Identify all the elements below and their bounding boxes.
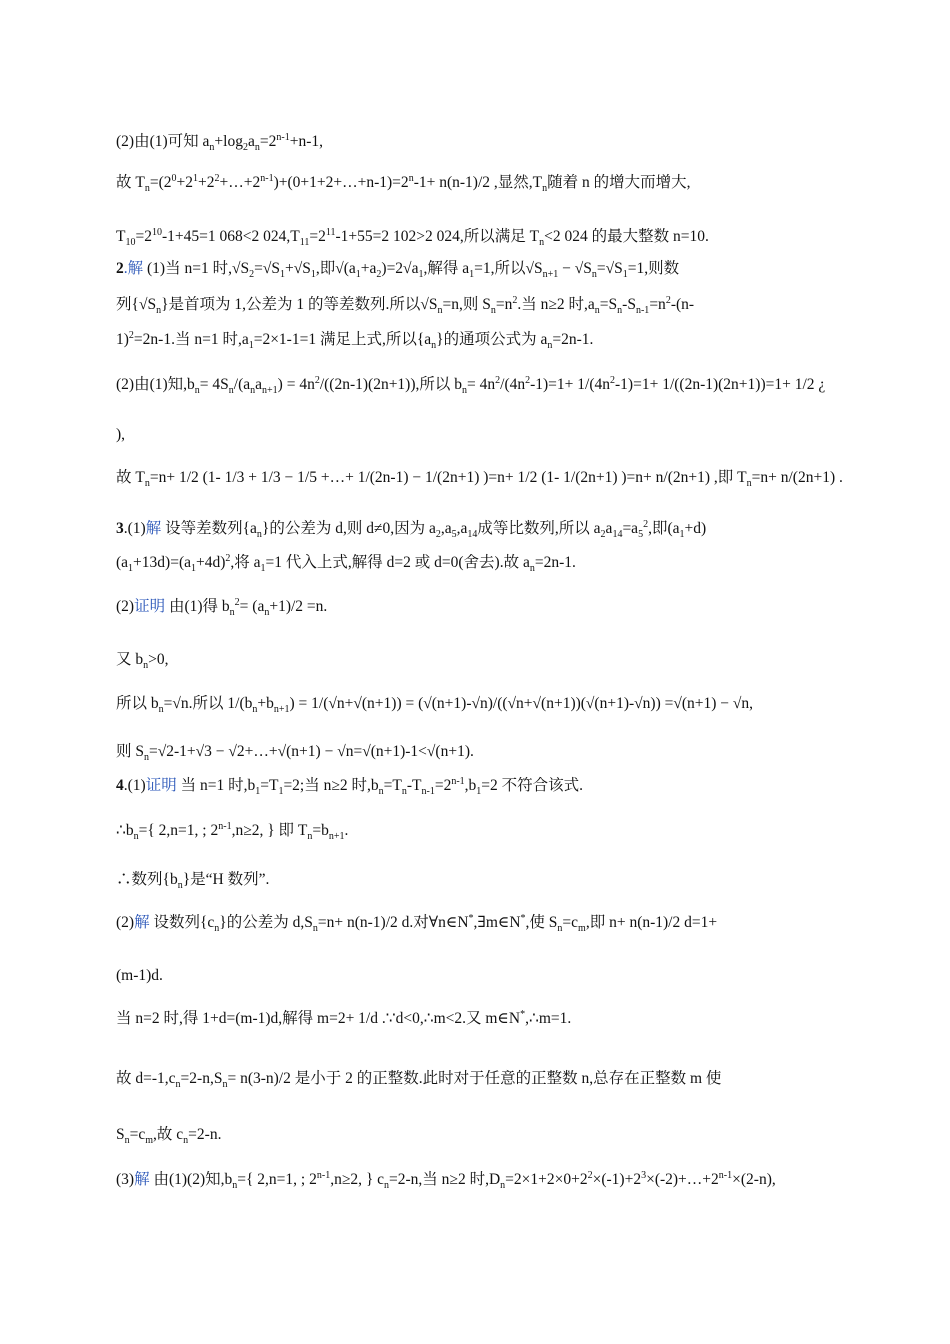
- subscript: 1: [190, 563, 196, 575]
- text-run: ,即(a: [648, 520, 680, 537]
- subscript: n: [133, 831, 139, 843]
- text-run: ,故 c: [153, 1126, 184, 1143]
- subscript: n: [307, 831, 313, 843]
- text-run: a: [247, 133, 255, 150]
- text-run: =2 不符合该式.: [481, 777, 584, 794]
- text-run: ,∃m∈N: [473, 914, 521, 931]
- subscript: n: [431, 340, 437, 352]
- subscript: 1: [469, 269, 475, 281]
- subscript: 1: [279, 269, 285, 281]
- text-run: =2n-1.: [552, 331, 594, 348]
- text-line: [116, 131, 830, 153]
- subscript: 2: [242, 142, 248, 154]
- text-run: ={ 2,n=1, ; 2: [237, 1171, 317, 1188]
- text-run: +13d)=(a: [133, 554, 191, 571]
- subscript: 2: [249, 269, 255, 281]
- text-run: }的公差为 d,则 d≠0,因为 a: [261, 520, 436, 537]
- text-run: = (a: [239, 598, 265, 615]
- subscript: n: [229, 607, 235, 619]
- text-run: 设数列{c: [149, 914, 215, 931]
- text-run: =2-n,当 n≥2 时,D: [389, 1171, 501, 1188]
- subscript: n: [144, 183, 150, 195]
- subscript: n: [143, 660, 149, 672]
- text-run: =√S: [254, 260, 280, 277]
- text-run: (m-1)d.: [116, 967, 163, 984]
- text-run: =2n-1.: [534, 554, 576, 571]
- subscript: n: [542, 183, 548, 195]
- subscript: n: [175, 1079, 181, 1091]
- subscript: n: [183, 1135, 189, 1147]
- subscript: n: [124, 1135, 130, 1147]
- text-run: ,即√(a: [315, 260, 356, 277]
- superscript: n-1: [276, 131, 290, 143]
- superscript: 10: [151, 226, 162, 238]
- text-run: }的公差为 d,S: [219, 914, 313, 931]
- text-run: .(1): [123, 520, 146, 537]
- text-run: 故 T: [116, 174, 145, 191]
- text-run: 1): [116, 331, 129, 348]
- subscript: 14: [467, 529, 478, 541]
- superscript: 2: [665, 294, 671, 306]
- superscript: *: [468, 912, 474, 924]
- text-run: =2-n,S: [180, 1070, 223, 1087]
- text-run: ,a: [440, 520, 452, 537]
- text-run: =n,则 S: [442, 296, 491, 313]
- text-run: 故 d=-1,c: [116, 1070, 176, 1087]
- text-run: =1 代入上式,解得 d=2 或 d=0(舍去).故 a: [265, 554, 530, 571]
- text-run: =(2: [149, 174, 172, 191]
- text-run: =b: [312, 822, 329, 839]
- text-run: =c: [562, 914, 579, 931]
- text-run: 当 n=1 时,b: [176, 777, 256, 794]
- text-run: = 4S: [199, 376, 229, 393]
- text-line: [116, 775, 830, 797]
- text-run: ,b: [464, 777, 477, 794]
- label-keyword: 解: [145, 520, 162, 537]
- subscript: n: [437, 305, 443, 317]
- subscript: n: [746, 478, 752, 490]
- superscript: 2: [234, 596, 240, 608]
- text-run: }的通项公式为 a: [436, 331, 548, 348]
- superscript: n: [408, 172, 414, 184]
- text-run: -T: [406, 777, 422, 794]
- text-run: (3): [116, 1171, 135, 1188]
- text-run: =n+ n/(2n+1) .: [751, 469, 843, 486]
- text-run: =n+ n(n-1)/2 d.对∀n∈N: [317, 914, 469, 931]
- text-run: =T: [260, 777, 279, 794]
- text-run: =a: [622, 520, 639, 537]
- text-line: [116, 424, 830, 446]
- subscript: 2: [376, 269, 382, 281]
- subscript: 1: [476, 786, 482, 798]
- subscript: n: [214, 923, 220, 935]
- text-run: =2×1-1=1 满足上式,所以{a: [253, 331, 432, 348]
- superscript: 2: [525, 374, 531, 386]
- label-keyword: 解: [134, 1171, 150, 1188]
- subscript: n: [557, 923, 563, 935]
- superscript: n-1: [316, 1169, 331, 1181]
- text-run: 由(1)(2)知,b: [149, 1171, 233, 1188]
- subscript: n: [547, 340, 553, 352]
- text-run: )=2√a: [381, 260, 419, 277]
- subscript: n: [222, 1079, 228, 1091]
- text-run: (1)当 n=1 时,√S: [143, 260, 250, 277]
- subscript: m: [578, 923, 586, 935]
- text-run: +2: [198, 174, 215, 191]
- text-run: +2: [176, 174, 193, 191]
- text-run: }是首项为 1,公差为 1 的等差数列.所以√S: [161, 296, 438, 313]
- text-line: [116, 1068, 830, 1090]
- text-run: 故 T: [116, 469, 145, 486]
- text-run: (a: [116, 554, 129, 571]
- subscript: n: [617, 305, 623, 317]
- text-run: .: [344, 822, 349, 839]
- text-run: ∴b: [116, 822, 134, 839]
- text-line: [116, 649, 830, 671]
- text-run: ,a: [456, 520, 468, 537]
- text-line: [116, 518, 830, 540]
- subscript: 1: [622, 269, 628, 281]
- subscript: n: [594, 305, 600, 317]
- text-line: [116, 596, 830, 618]
- text-run: )+(0+1+2+…+n-1)=2: [273, 174, 409, 191]
- text-run: .(1): [123, 777, 146, 794]
- text-run: =√n.所以 1/(b: [163, 695, 253, 712]
- subscript: n: [228, 385, 234, 397]
- text-run: =2×1+2×0+2: [505, 1171, 588, 1188]
- text-run: ,将 a: [230, 554, 261, 571]
- subscript: n: [401, 786, 407, 798]
- text-run: -S: [622, 296, 636, 313]
- text-run: ,∴m=1.: [525, 1010, 572, 1027]
- text-run: ,使 S: [525, 914, 558, 931]
- text-run: 3: [116, 520, 124, 537]
- text-run: =2;当 n≥2 时,b: [283, 777, 379, 794]
- text-line: [116, 467, 843, 490]
- subscript: n: [462, 385, 468, 397]
- text-run: +√S: [284, 260, 311, 277]
- text-run: ,n≥2, } 即 T: [231, 822, 308, 839]
- subscript: n: [490, 305, 496, 317]
- subscript: n: [252, 704, 258, 716]
- text-run: S: [116, 1126, 125, 1143]
- label-keyword: 证明: [145, 777, 177, 794]
- text-run: =2: [434, 777, 452, 794]
- text-run: (2): [116, 598, 135, 615]
- text-run: 4: [116, 777, 124, 794]
- superscript: 11: [325, 226, 336, 238]
- text-line: [116, 1008, 830, 1030]
- text-run: <2 024 的最大整数 n=10.: [544, 228, 709, 245]
- subscript: n: [232, 1180, 238, 1192]
- superscript: 0: [171, 172, 177, 184]
- superscript: 2: [512, 294, 518, 306]
- subscript: n: [500, 1180, 506, 1192]
- subscript: 1: [310, 269, 316, 281]
- subscript: 1: [278, 786, 284, 798]
- text-run: 又 b: [116, 651, 144, 668]
- text-run: 列{√S: [116, 296, 157, 313]
- text-run: 2: [116, 260, 124, 277]
- text-run: =n+ 1/2 (1- 1/3 + 1/3 − 1/5 +…+ 1/(2n-1) − 1/(2n+1) )=n+ 1/2 (1- 1/(2n+1) )=n+ n/(2n+1) ,即 T: [149, 469, 747, 486]
- text-run: +d): [684, 520, 707, 537]
- text-line: [116, 820, 830, 842]
- subscript: n: [384, 1180, 390, 1192]
- text-line: [116, 552, 830, 574]
- text-run: >0,: [148, 651, 169, 668]
- subscript: 5: [451, 529, 457, 541]
- subscript: n: [144, 478, 150, 490]
- subscript: n: [209, 142, 215, 154]
- superscript: *: [520, 1008, 526, 1020]
- subscript: n: [194, 385, 200, 397]
- text-run: +log: [214, 133, 243, 150]
- text-run: =1,则数: [627, 260, 680, 277]
- text-run: 则 S: [116, 743, 144, 760]
- subscript: 1: [355, 269, 361, 281]
- text-line: [116, 172, 830, 194]
- text-run: =n: [495, 296, 513, 313]
- text-run: a: [255, 376, 263, 393]
- subscript: n: [156, 305, 162, 317]
- superscript: n-1: [718, 1169, 733, 1181]
- text-line: [116, 965, 830, 987]
- text-line: [116, 912, 830, 934]
- text-run: 成等比数列,所以 a: [477, 520, 601, 537]
- subscript: n: [250, 385, 256, 397]
- text-run: =S: [599, 296, 618, 313]
- text-run: (2): [116, 914, 135, 931]
- label-keyword: 证明: [134, 598, 166, 615]
- text-run: =2: [259, 133, 277, 150]
- subscript: n: [254, 142, 260, 154]
- text-run: (2)由(1)可知 a: [116, 133, 210, 150]
- subscript: n: [264, 607, 270, 619]
- subscript: 1: [128, 563, 134, 575]
- text-run: +4d): [195, 554, 226, 571]
- text-run: /((2n-1)(2n+1)),所以 b: [319, 376, 463, 393]
- superscript: 2: [225, 552, 231, 564]
- text-run: T: [116, 228, 126, 245]
- text-run: ,解得 a: [423, 260, 470, 277]
- text-run: =n: [649, 296, 666, 313]
- text-run: -1+ n(n-1)/2 ,显然,T: [413, 174, 543, 191]
- text-run: /(4n: [500, 376, 526, 393]
- subscript: 10: [125, 237, 136, 249]
- text-line: [116, 329, 830, 351]
- superscript: 2: [214, 172, 220, 184]
- text-run: a: [605, 520, 613, 537]
- superscript: *: [520, 912, 526, 924]
- subscript: n-1: [421, 786, 435, 798]
- text-run: = 4n: [467, 376, 496, 393]
- text-run: ) = 4n: [277, 376, 315, 393]
- text-run: =√S: [596, 260, 623, 277]
- text-run: =c: [129, 1126, 146, 1143]
- superscript: 2: [495, 374, 501, 386]
- text-run: ×(-2)+…+2: [646, 1171, 719, 1188]
- superscript: 2: [587, 1169, 593, 1181]
- superscript: 2: [610, 374, 616, 386]
- text-run: +…+2: [219, 174, 261, 191]
- subscript: n: [529, 563, 535, 575]
- text-run: =2n-1.当 n=1 时,a: [133, 331, 249, 348]
- subscript: n: [144, 752, 149, 764]
- text-run: 设等差数列{a: [161, 520, 257, 537]
- text-run: − √S: [558, 260, 592, 277]
- text-run: =2-n.: [188, 1126, 222, 1143]
- subscript: n: [591, 269, 597, 281]
- text-run: -1)=1+ 1/(4n: [530, 376, 611, 393]
- text-line: [116, 1124, 830, 1146]
- text-run: ×(-1)+2: [592, 1171, 642, 1188]
- subscript: n: [539, 237, 545, 249]
- text-run: ={ 2,n=1, ; 2: [138, 822, 219, 839]
- text-run: =1,所以√S: [474, 260, 543, 277]
- text-run: 所以 b: [116, 695, 159, 712]
- text-line: [116, 258, 830, 280]
- text-run: }是“H 数列”.: [182, 871, 270, 888]
- text-run: ×(2-n),: [732, 1171, 776, 1188]
- text-run: 当 n=2 时,得 1+d=(m-1)d,解得 m=2+ 1/d .∵d<0,∴m<2.又 m∈N: [116, 1010, 521, 1027]
- subscript: 11: [299, 237, 310, 249]
- label-keyword: .解: [123, 260, 144, 277]
- label-keyword: 解: [134, 914, 150, 931]
- subscript: 1: [260, 563, 266, 575]
- superscript: n-1: [260, 172, 274, 184]
- text-line: [116, 1169, 830, 1191]
- superscript: n-1: [451, 775, 465, 787]
- text-line: [116, 226, 830, 248]
- text-run: +1)/2 =n.: [269, 598, 328, 615]
- text-run: =√2-1+√3 − √2+…+√(n+1) − √n=√(n+1)-1<√(n+1).: [149, 743, 474, 760]
- subscript: n: [312, 923, 318, 935]
- superscript: 1: [193, 172, 198, 184]
- text-line: [116, 374, 830, 396]
- superscript: 3: [641, 1169, 647, 1181]
- subscript: n+1: [273, 704, 290, 716]
- text-line: [116, 294, 830, 316]
- text-run: .当 n≥2 时,a: [517, 296, 595, 313]
- text-run: -1)=1+ 1/((2n-1)(2n+1))=1+ 1/2 ¿: [615, 376, 826, 393]
- text-run: ∴数列{b: [116, 871, 178, 888]
- superscript: 2: [128, 329, 134, 341]
- superscript: n-1: [218, 820, 232, 832]
- subscript: n: [158, 704, 164, 716]
- subscript: n+1: [262, 385, 278, 397]
- subscript: 1: [255, 786, 261, 798]
- text-run: +a: [360, 260, 377, 277]
- superscript: 2: [314, 374, 320, 386]
- text-line: [116, 693, 830, 715]
- subscript: 5: [638, 529, 644, 541]
- text-run: 由(1)得 b: [165, 598, 230, 615]
- text-run: (2)由(1)知,b: [116, 376, 195, 393]
- subscript: 1: [679, 529, 685, 541]
- subscript: n: [378, 786, 384, 798]
- text-run: +n-1,: [289, 133, 323, 150]
- subscript: m: [145, 1135, 154, 1147]
- text-run: -1+45=1 068<2 024,T: [161, 228, 300, 245]
- subscript: 14: [612, 529, 623, 541]
- text-run: =T: [383, 777, 402, 794]
- text-run: +b: [257, 695, 274, 712]
- text-run: ),: [116, 426, 126, 443]
- text-line: [116, 869, 830, 891]
- text-run: -(n-: [670, 296, 695, 313]
- text-line: [116, 741, 830, 763]
- subscript: 1: [418, 269, 424, 281]
- subscript: 2: [600, 529, 606, 541]
- text-run: = n(3-n)/2 是小于 2 的正整数.此时对于任意的正整数 n,总存在正整数 m 使: [227, 1070, 722, 1087]
- text-run: =2: [309, 228, 326, 245]
- text-run: ,n≥2, } c: [330, 1171, 385, 1188]
- text-run: ,即 n+ n(n-1)/2 d=1+: [585, 914, 718, 931]
- superscript: 2: [643, 518, 649, 530]
- text-run: =2: [135, 228, 152, 245]
- text-run: -1+55=2 102>2 024,所以满足 T: [335, 228, 540, 245]
- subscript: n: [256, 529, 262, 541]
- subscript: n: [177, 880, 183, 892]
- subscript: n+1: [542, 269, 559, 281]
- text-run: /(a: [233, 376, 251, 393]
- text-run: 随着 n 的增大而增大,: [547, 174, 691, 191]
- subscript: 2: [435, 529, 441, 541]
- subscript: n+1: [328, 831, 345, 843]
- text-run: ) = 1/(√n+√(n+1)) = (√(n+1)-√n)/((√n+√(n+1))(√(n+1)-√n)) =√(n+1) − √n,: [289, 695, 754, 712]
- subscript: 1: [248, 340, 254, 352]
- subscript: n-1: [635, 305, 650, 317]
